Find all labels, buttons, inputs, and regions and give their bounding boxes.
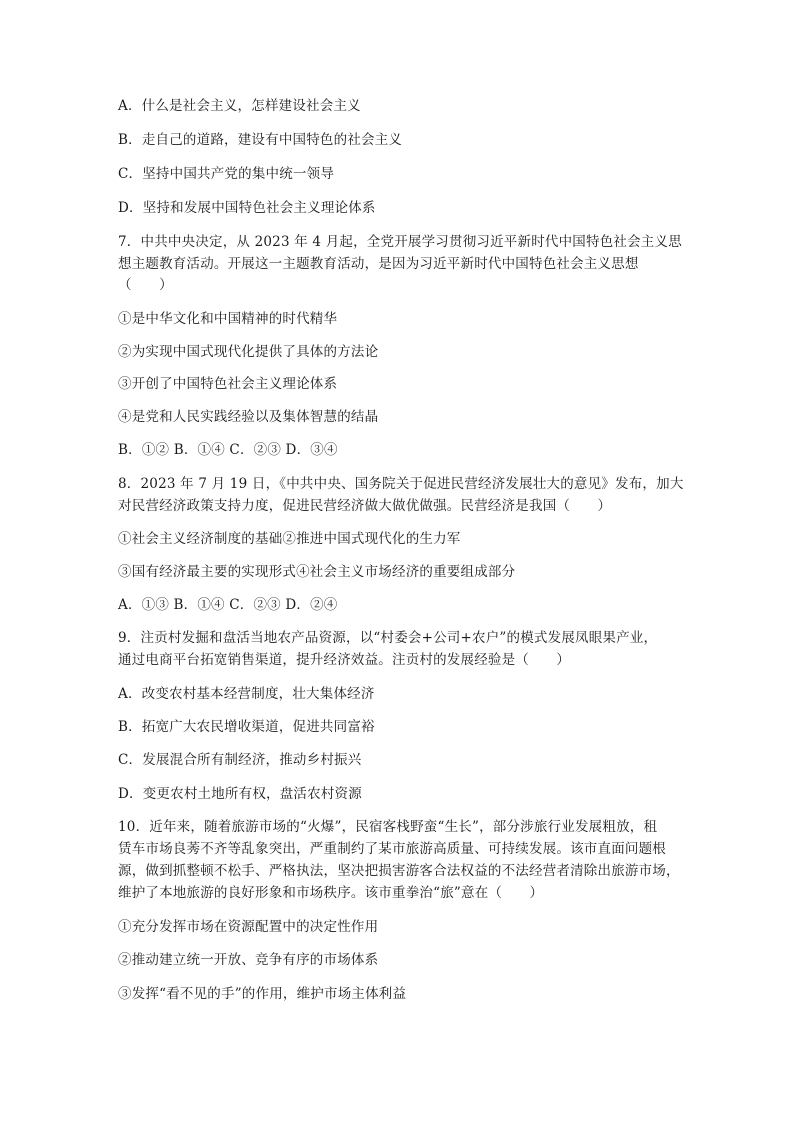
q7-stem-line-2: 想主题教育活动。开展这一主题教育活动，是因为习近平新时代中国特色社会主义思想	[118, 256, 639, 272]
q9-option-c: C．发展混合所有制经济，推动乡村振兴	[118, 752, 362, 768]
q8-item-1: ①社会主义经济制度的基础②推进中国式现代化的生力军	[118, 531, 461, 547]
q9-option-a: A．改变农村基本经营制度，壮大集体经济	[118, 686, 375, 702]
q7-stem-line-3: （ ）	[118, 277, 173, 293]
q8-stem-line-1: 8．2023 年 7 月 19 日，《中共中央、国务院关于促进民营经济发展壮大的意见》发布，加大	[118, 476, 684, 492]
q8-stem-line-2: 对民营经济政策支持力度，促进民营经济做大做优做强。民营经济是我国（ ）	[118, 498, 612, 514]
q7-item-3: ③开创了中国特色社会主义理论体系	[118, 376, 338, 392]
q6-option-b: B．走自己的道路，建设有中国特色的社会主义	[118, 132, 403, 148]
q10-item-3: ③发挥“看不见的手”的作用，维护市场主体利益	[118, 986, 407, 1002]
q8-choices: A．①③ B．①④ C．②③ D．②④	[118, 597, 338, 613]
q10-stem-line-1: 10．近年来，随着旅游市场的“火爆”，民宿客栈野蛮“生长”，部分涉旅行业发展粗放，租	[118, 819, 658, 835]
q7-item-1: ①是中华文化和中国精神的时代精华	[118, 311, 338, 327]
q8-item-2: ③国有经济最主要的实现形式④社会主义市场经济的重要组成部分	[118, 564, 516, 580]
q9-option-d: D．变更农村土地所有权，盘活农村资源	[118, 786, 362, 802]
q10-item-1: ①充分发挥市场在资源配置中的决定性作用	[118, 919, 379, 935]
q6-option-c: C．坚持中国共产党的集中统一领导	[118, 166, 335, 182]
q10-stem-line-2: 赁车市场良莠不齐等乱象突出，严重制约了某市旅游高质量、可持续发展。该市直面问题根	[118, 841, 666, 857]
q7-stem-line-1: 7．中共中央决定，从 2023 年 4 月起，全党开展学习贯彻习近平新时代中国特色社会主义思	[118, 234, 682, 250]
q7-item-2: ②为实现中国式现代化提供了具体的方法论	[118, 344, 379, 360]
q6-option-a: A．什么是社会主义，怎样建设社会主义	[118, 98, 361, 114]
q9-option-b: B．拓宽广大农民增收渠道，促进共同富裕	[118, 719, 375, 735]
q10-item-2: ②推动建立统一开放、竞争有序的市场体系	[118, 952, 379, 968]
q10-stem-line-3: 源，做到抓整顿不松手、严格执法，坚决把损害游客合法权益的不法经营者清除出旅游市场，	[118, 863, 680, 879]
q9-stem-line-1: 9．注贡村发掘和盘活当地农产品资源，以“村委会+公司+农户”的模式发展凤眼果产业，	[118, 630, 658, 646]
q9-stem-line-2: 通过电商平台拓宽销售渠道，提升经济效益。注贡村的发展经验是（ ）	[118, 652, 571, 668]
q7-choices: B．①② B．①④ C．②③ D．③④	[118, 442, 338, 458]
q10-stem-line-4: 维护了本地旅游的良好形象和市场秩序。该市重拳治“旅”意在（ ）	[118, 885, 544, 901]
q7-item-4: ④是党和人民实践经验以及集体智慧的结晶	[118, 409, 379, 425]
q6-option-d: D．坚持和发展中国特色社会主义理论体系	[118, 200, 376, 216]
